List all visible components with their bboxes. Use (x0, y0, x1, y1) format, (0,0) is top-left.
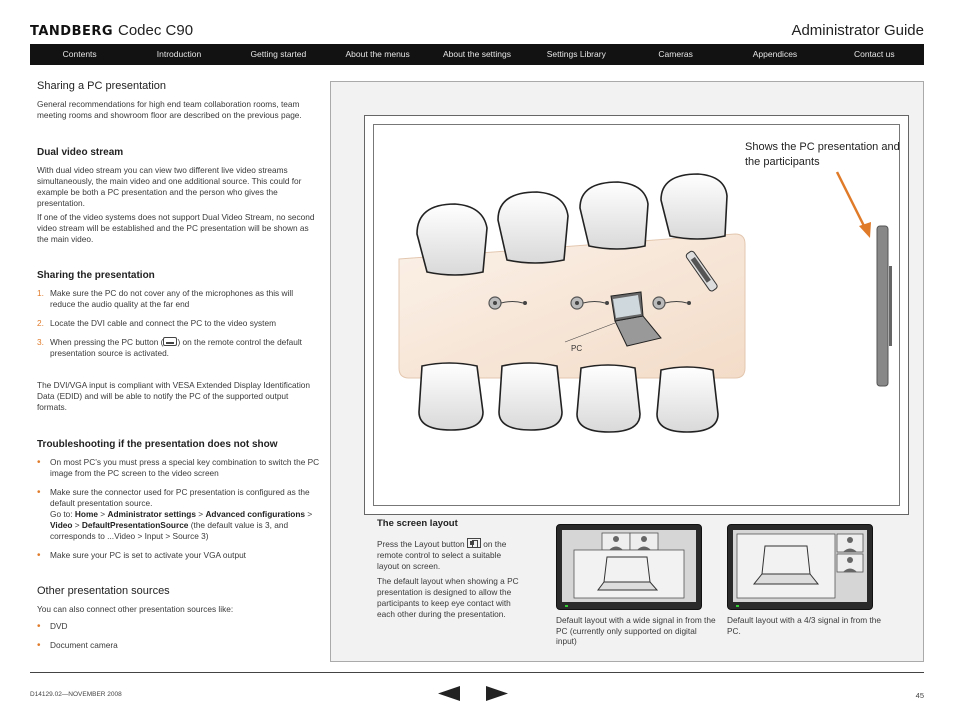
screen-layout-43-image (727, 524, 873, 610)
step-text: Locate the DVI cable and connect the PC to the video system (50, 318, 276, 328)
other-sources-intro: You can also connect other presentation sources like: (37, 604, 234, 614)
wide-layout-illustration (562, 530, 696, 602)
step-2 (37, 318, 320, 329)
troubleshooting-list (37, 457, 320, 561)
path-default-presentation-source: DefaultPresentationSource (81, 520, 189, 530)
layout-text-before: Press the Layout button (377, 539, 465, 549)
page-number: 45 (915, 691, 924, 700)
page-header (30, 22, 924, 44)
previous-page-arrow-icon[interactable] (438, 686, 460, 701)
path-home: Home (74, 509, 98, 519)
document-id: D14129.02—NOVEMBER 2008 (30, 691, 122, 698)
nav-about-settings[interactable]: About the settings (442, 49, 511, 59)
nav-introduction[interactable]: Introduction (156, 49, 202, 59)
pc-label: PC (571, 344, 583, 353)
intro-text: General recommendations for high end team collaboration rooms, team meeting rooms and showroom floor are described on the previous page. (37, 99, 302, 120)
list-item: • On most PC’s you must press a special key combination to switch the PC image from the PC screen to the video screen (37, 457, 320, 479)
top-navigation (30, 44, 924, 65)
step-3 (37, 337, 320, 359)
dual-video-text-2: If one of the video systems does not support Dual Video Stream, no second video stream will be established and the PC presentation will be shown as the main video. (37, 212, 315, 244)
43-layout-illustration (733, 530, 867, 602)
dual-video-heading: Dual video stream (37, 147, 124, 158)
path-note: (the default value is 3, and corresponds to ...Video > Input > Source 3) (50, 520, 289, 541)
step-number: 1. (37, 288, 44, 298)
nav-contents[interactable]: Contents (62, 49, 97, 59)
list-item: • DVD (37, 621, 320, 632)
troubleshooting-heading: Troubleshooting if the presentation does not show (37, 439, 278, 450)
list-item: • Make sure the connector used for PC presentation is configured as the default presentation source. Go to: Home > Administrator settings > Advanced configurations > Video > DefaultPresentationSource (the default value is 3, and corresponds to ...Video > Input > Source 3) (37, 487, 320, 542)
room-illustration (365, 116, 910, 516)
step-text-before: When pressing the PC button ( (50, 337, 164, 347)
path-advanced-configurations: Advanced configurations (205, 509, 306, 519)
status-led (736, 605, 739, 607)
illustration-panel (330, 81, 924, 662)
path-admin-settings: Administrator settings (107, 509, 196, 519)
dual-video-text-1: With dual video stream you can view two different live video streams simultaneously, the main video and one additional source. This could for example be both a PC presentation and the person who gives the presentation. (37, 165, 302, 208)
screen-layout-wide-image (556, 524, 702, 610)
other-sources-list (37, 621, 320, 651)
step-number: 3. (37, 337, 44, 347)
nav-appendices[interactable]: Appendices (752, 49, 798, 59)
caption-43: Default layout with a 4/3 signal in from the PC. (727, 615, 882, 636)
status-led (565, 605, 568, 607)
sharing-steps (37, 288, 320, 359)
display-screen (877, 226, 892, 386)
layout-text-after: on the remote control to select a suitable layout on screen. (377, 539, 507, 571)
section-title: Sharing a PC presentation (37, 80, 167, 92)
step-text: Make sure the PC do not cover any of the microphones as this will reduce the audio quality at the far end (50, 288, 294, 309)
pc-button-icon (163, 337, 177, 346)
nav-cameras[interactable]: Cameras (658, 49, 693, 59)
screen-content (733, 530, 867, 601)
screen-layout-heading: The screen layout (377, 518, 458, 529)
footer-divider (30, 672, 924, 673)
caption-wide: Default layout with a wide signal in from the PC (currently only supported on digital input) (556, 615, 716, 646)
step-1 (37, 288, 320, 310)
nav-getting-started[interactable]: Getting started (250, 49, 307, 59)
product-name: Codec C90 (118, 22, 194, 39)
next-page-arrow-icon[interactable] (486, 686, 508, 701)
sharing-heading: Sharing the presentation (37, 270, 155, 281)
other-sources-heading: Other presentation sources (37, 585, 170, 597)
layout-button-icon (467, 538, 481, 548)
path-video: Video (50, 520, 73, 530)
left-column (37, 80, 320, 659)
list-item: • Document camera (37, 640, 320, 651)
brand-logo: TANDBERG (30, 24, 114, 39)
nav-settings-library[interactable]: Settings Library (546, 49, 606, 59)
nav-about-menus[interactable]: About the menus (345, 49, 410, 59)
annotation-text: Shows the PC presentation and the participants (745, 141, 900, 168)
screen-layout-text-1 (377, 538, 524, 572)
step-text-after: ) on the remote control the default presentation source is activated. (50, 337, 302, 358)
meeting-room-diagram (364, 115, 909, 515)
screen-layout-section (377, 517, 524, 623)
step-number: 2. (37, 318, 44, 328)
screen-content (562, 530, 696, 601)
edid-text: The DVI/VGA input is compliant with VESA Extended Display Identification Data (EDID) and will be able to notify the PC of the supported output formats. (37, 380, 311, 412)
list-item: • Make sure your PC is set to activate your VGA output (37, 550, 320, 561)
annotation-arrow (837, 172, 871, 238)
nav-contact-us[interactable]: Contact us (853, 49, 895, 59)
screen-layout-text-2: The default layout when showing a PC presentation is designed to allow the participants to keep eye contact with each other during the presentation. (377, 576, 519, 619)
list-item-text: Make sure the connector used for PC presentation is configured as the default presentation source. (50, 487, 310, 508)
guide-title: Administrator Guide (791, 22, 924, 39)
goto-label: Go to: (50, 509, 73, 519)
